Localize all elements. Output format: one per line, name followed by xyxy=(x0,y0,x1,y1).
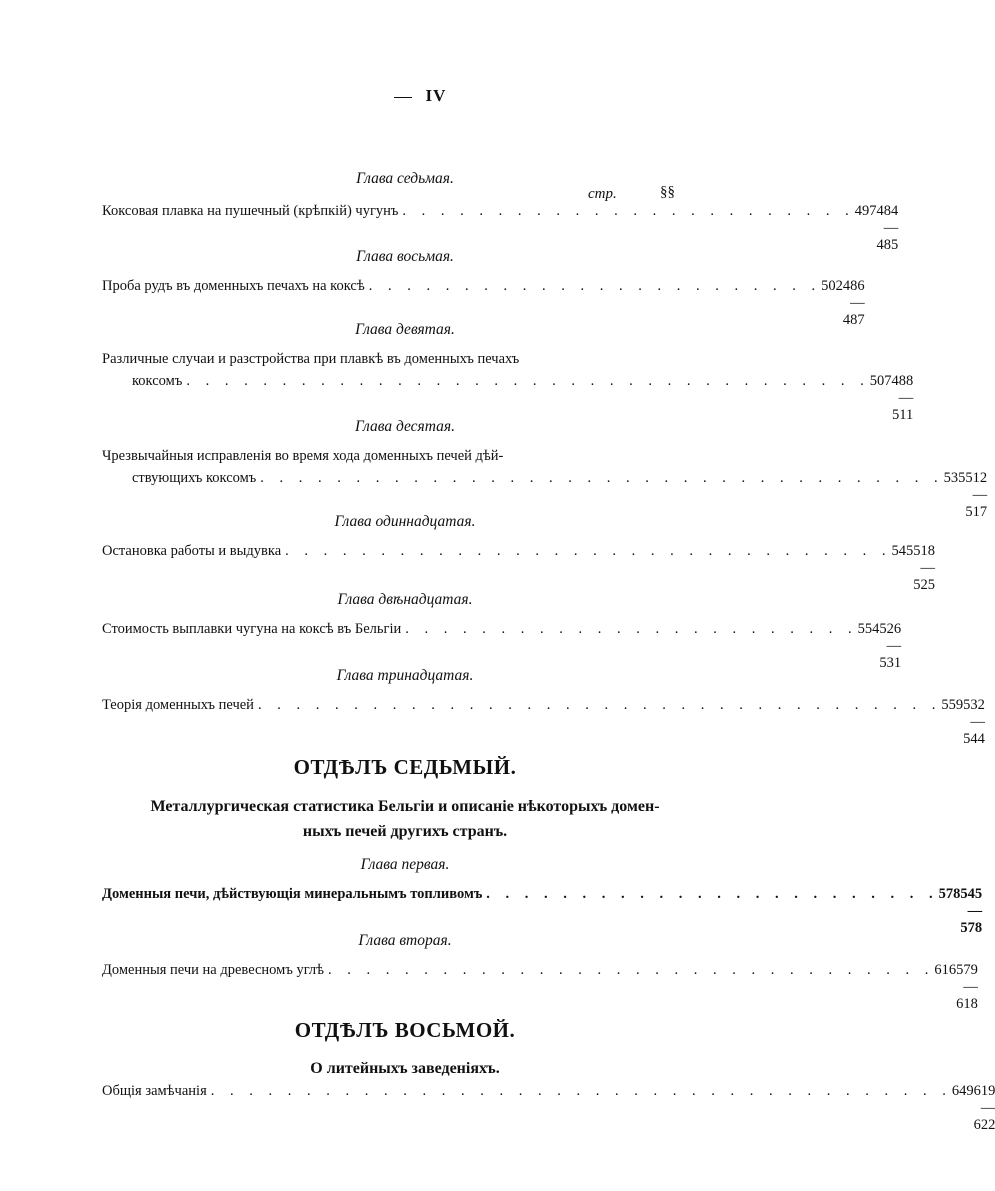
page-column-label: стр. xyxy=(588,186,617,202)
entry-title-continued: ствующихъ коксомъ xyxy=(132,470,257,486)
chapter-heading: Глава тринадцатая. xyxy=(336,667,474,684)
toc-entry xyxy=(102,278,865,328)
entry-title: Различные случаи и разстройства при плавкѣ въ доменныхъ печахъ xyxy=(102,351,520,367)
entry-page: 502 xyxy=(821,278,843,294)
entry-sections: 532 — 544 xyxy=(963,697,985,747)
chapter-heading: Глава первая. xyxy=(360,856,450,873)
entry-title: Проба рудъ въ доменныхъ печахъ на коксѣ xyxy=(102,278,365,294)
toc-entry xyxy=(102,351,914,423)
entry-sections: 488 — 511 xyxy=(891,373,914,423)
toc-entry xyxy=(102,886,983,936)
chapter-heading: Глава девятая. xyxy=(355,321,455,338)
leader-dots: . . . . . . . . . . . . . . . . . . . . . . . . xyxy=(402,203,855,219)
entry-page: 507 xyxy=(869,373,892,389)
toc-entry xyxy=(102,543,936,593)
entry-sections: 526 — 531 xyxy=(879,621,902,671)
entry-title: Чрезвычайныя исправленія во время хода доменныхъ печей дѣй- xyxy=(102,448,504,464)
entry-title: Доменныя печи на древесномъ углѣ xyxy=(102,962,325,978)
entry-title: Теорія доменныхъ печей xyxy=(102,697,254,713)
entry-sections: 518 — 525 xyxy=(913,543,936,593)
leader-dots: . . . . . . . . . . . . . . . . . . . . . . . . . . . . . . . . . . . . . . . xyxy=(210,1083,952,1099)
toc-entry xyxy=(102,448,988,520)
leader-dots: . . . . . . . . . . . . . . . . . . . . . . . . . . . . . . . . xyxy=(285,543,892,559)
entry-page: 545 xyxy=(891,543,914,559)
toc-entry xyxy=(102,621,902,671)
toc-entry xyxy=(102,203,899,253)
leader-dots: . . . . . . . . . . . . . . . . . . . . . . . . . . . . . . . . . . . . xyxy=(260,470,944,486)
entry-page: 554 xyxy=(857,621,880,637)
chapter-heading: Глава седьмая. xyxy=(356,170,454,187)
entry-title: Коксовая плавка на пушечный (крѣпкій) чугунъ xyxy=(102,203,399,219)
entry-sections: 486 — 487 xyxy=(842,278,865,328)
page-header xyxy=(0,86,840,106)
entry-sections: 545 — 578 xyxy=(960,886,983,936)
entry-sections: 619 — 622 xyxy=(973,1083,995,1133)
section-subtitle-line: ныхъ печей другихъ странъ. xyxy=(302,823,508,840)
entry-title-continued: коксомъ xyxy=(132,373,183,389)
section-title: ОТДѢЛЪ ВОСЬМОЙ. xyxy=(294,1018,516,1042)
entry-title: Остановка работы и выдувка xyxy=(102,543,282,559)
entry-title: Общія замѣчанія xyxy=(102,1083,207,1099)
entry-page: 559 xyxy=(941,697,964,713)
toc-entry xyxy=(102,962,978,1012)
leader-dots: . . . . . . . . . . . . . . . . . . . . . . . . xyxy=(405,621,858,637)
entry-sections: 579 — 618 xyxy=(956,962,978,1012)
entry-title: Доменныя печи, дѣйствующія минеральнымъ топливомъ xyxy=(102,886,483,902)
leader-dots: . . . . . . . . . . . . . . . . . . . . . . . . xyxy=(486,886,939,902)
entry-page: 497 xyxy=(854,203,877,219)
sections-column-label: §§ xyxy=(660,184,675,200)
toc-entry xyxy=(102,1083,995,1133)
chapter-heading: Глава двѣнадцатая. xyxy=(337,591,473,608)
page-number: IV xyxy=(425,86,447,105)
chapter-heading: Глава восьмая. xyxy=(356,248,454,265)
entry-page: 578 xyxy=(938,886,961,902)
toc-entry xyxy=(102,697,985,747)
leader-dots: . . . . . . . . . . . . . . . . . . . . . . . . . . . . . . . . . . . . xyxy=(186,373,870,389)
header-dash xyxy=(394,97,412,98)
leader-dots: . . . . . . . . . . . . . . . . . . . . . . . . . . . . . . . . . . . . xyxy=(257,697,942,713)
entry-page: 535 xyxy=(943,470,966,486)
chapter-heading: Глава одиннадцатая. xyxy=(334,513,476,530)
entry-page: 616 xyxy=(934,962,957,978)
leader-dots: . . . . . . . . . . . . . . . . . . . . . . . . xyxy=(368,278,822,294)
entry-title: Стоимость выплавки чугуна на коксѣ въ Бельгіи xyxy=(102,621,402,637)
entry-page: 649 xyxy=(951,1083,974,1099)
chapter-heading: Глава десятая. xyxy=(355,418,455,435)
entry-sections: 512 — 517 xyxy=(965,470,988,520)
entry-sections: 484 — 485 xyxy=(876,203,899,253)
section-title: ОТДѢЛЪ СЕДЬМЫЙ. xyxy=(293,755,517,779)
leader-dots: . . . . . . . . . . . . . . . . . . . . . . . . . . . . . . . . xyxy=(328,962,935,978)
chapter-heading: Глава вторая. xyxy=(358,932,452,949)
section-subtitle: О литейныхъ заведеніяхъ. xyxy=(310,1060,500,1077)
section-subtitle-line: Металлургическая статистика Бельгіи и описаніе нѣкоторыхъ домен- xyxy=(150,798,660,815)
section-subtitle xyxy=(110,794,700,844)
